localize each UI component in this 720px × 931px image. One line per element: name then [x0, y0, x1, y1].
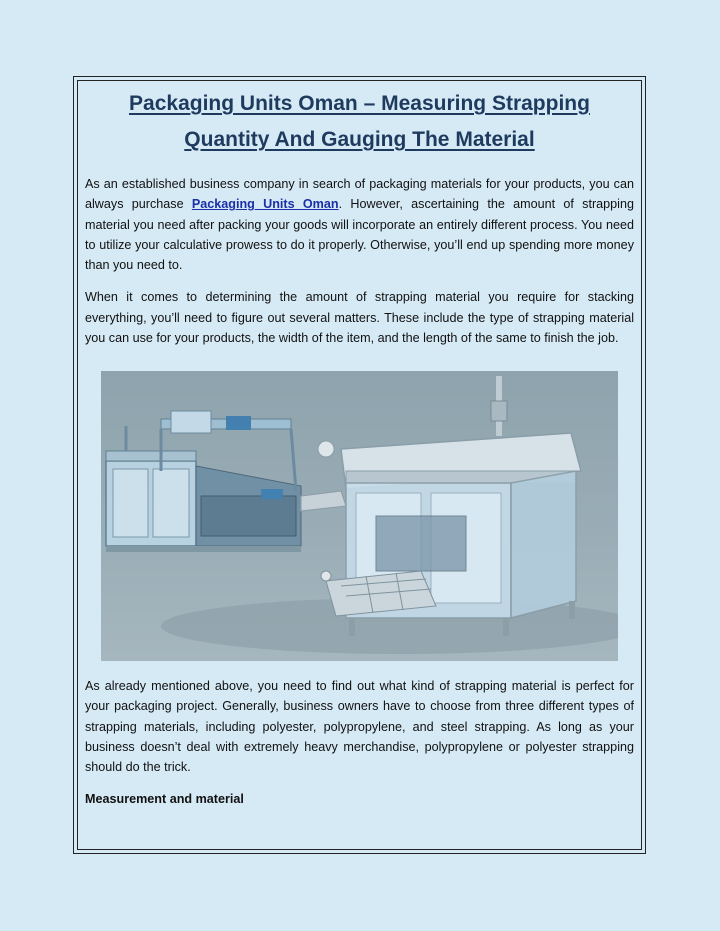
- paragraph-strapping-amount: When it comes to determining the amount of strapping material you require for stacking everything, you’ll need to figure out several matters. These include the type of strapping material you can use for your products, the width of the item, and the length of the same to finish the job.: [85, 290, 634, 346]
- packaging-units-oman-link[interactable]: Packaging Units Oman: [191, 197, 339, 212]
- lower-content: [85, 676, 634, 810]
- paragraph-material-types: As already mentioned above, you need to find out what kind of strapping material is perfect for your packaging project. Generally, business owners have to choose from three different types of strapping materials, including polyester, polypropylene, and steel strapping. As long as your business doesn’t deal with extremely heavy merchandise, polypropylene or polyester strapping should do the trick.: [85, 679, 634, 775]
- paragraph-intro-text-2: . However, ascertaining the amount of strapping material you need after packing your goods will incorporate an entirely different process. You need to utilize your calculative prowess to do it properly. Otherwise, you’ll end up spending more money than you need to.: [85, 197, 634, 273]
- subheading-measurement-material: Measurement and material: [85, 792, 244, 807]
- paragraph-intro: [85, 174, 634, 275]
- paragraph-intro-text: As an established business company in search of packaging materials for your products, you can always purchase: [85, 177, 634, 212]
- packaging-machine-illustration: [101, 371, 618, 661]
- document-body: [85, 84, 634, 348]
- packaging-machine-image: [101, 371, 618, 661]
- page-title: Packaging Units Oman – Measuring Strapping Quantity And Gauging The Material: [129, 92, 590, 151]
